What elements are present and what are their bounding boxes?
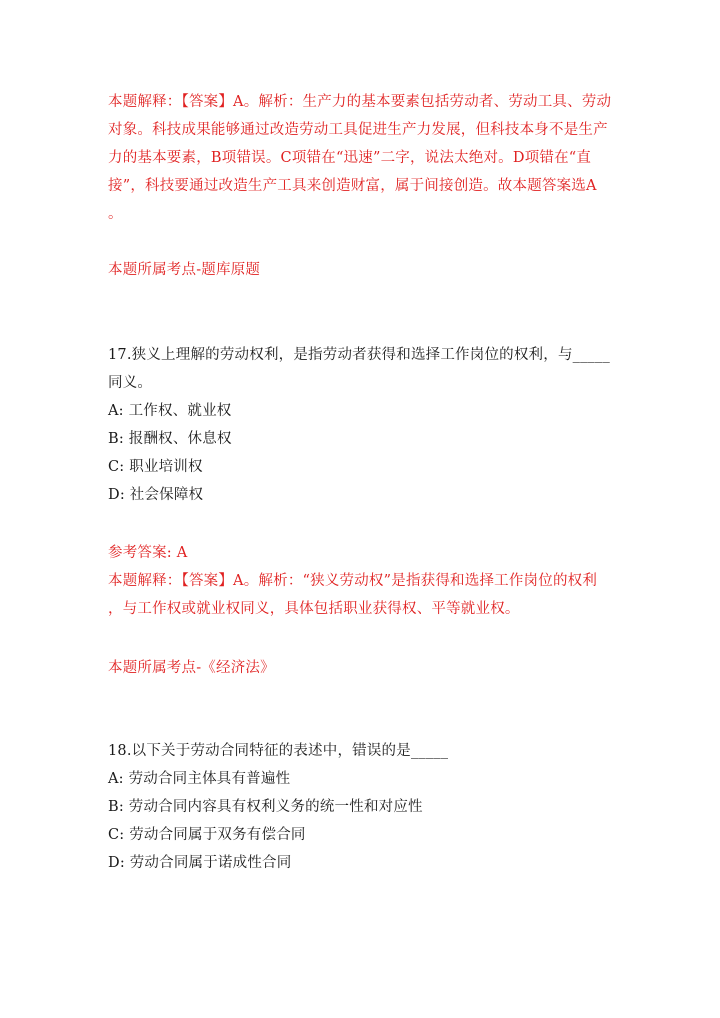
explanation-line: 对象。科技成果能够通过改造劳动工具促进生产力发展，但科技本身不是生产 — [108, 122, 608, 138]
explanation-line: 本题解释：【答案】A。解析：生产力的基本要素包括劳动者、劳动工具、劳动 — [108, 94, 612, 110]
explanation-line: 本题解释：【答案】A。解析：“狭义劳动权”是指获得和选择工作岗位的权利 — [108, 573, 598, 589]
option-b: B: 报酬权、休息权 — [108, 431, 232, 447]
option-d: D: 劳动合同属于诺成性合同 — [108, 855, 292, 871]
q16-explanation — [108, 88, 612, 228]
explanation-line: ，与工作权或就业权同义，具体包括职业获得权、平等就业权。 — [108, 601, 520, 617]
option-b: B: 劳动合同内容具有权利义务的统一性和对应性 — [108, 799, 423, 815]
option-d: D: 社会保障权 — [108, 487, 204, 503]
option-c: C: 劳动合同属于双务有偿合同 — [108, 827, 306, 843]
option-a: A: 工作权、就业权 — [108, 403, 232, 419]
question-stem-line: 17.狭义上理解的劳动权利，是指劳动者获得和选择工作岗位的权利，与_____ — [108, 347, 610, 363]
reference-answer: 参考答案: A — [108, 545, 188, 561]
q16-topic — [108, 256, 604, 284]
option-c: C: 职业培训权 — [108, 459, 203, 475]
question-stem-line: 同义。 — [108, 375, 153, 391]
question-stem-line: 18.以下关于劳动合同特征的表述中，错误的是_____ — [108, 743, 449, 759]
q18-options — [108, 765, 604, 877]
explanation-line: 接”，科技要通过改造生产工具来创造财富，属于间接创造。故本题答案选A — [108, 178, 597, 194]
q17-answer-block — [108, 539, 604, 623]
q17-topic — [108, 654, 604, 682]
topic-label: 本题所属考点-题库原题 — [108, 262, 261, 278]
topic-label: 本题所属考点-《经济法》 — [108, 660, 275, 676]
q17-stem — [108, 341, 610, 397]
option-a: A: 劳动合同主体具有普遍性 — [108, 771, 291, 787]
q18-stem — [108, 737, 604, 765]
explanation-line: 力的基本要素，B项错误。C项错在“迅速”二字，说法太绝对。D项错在“直 — [108, 150, 592, 166]
explanation-line: 。 — [108, 206, 123, 222]
q17-options — [108, 397, 604, 509]
